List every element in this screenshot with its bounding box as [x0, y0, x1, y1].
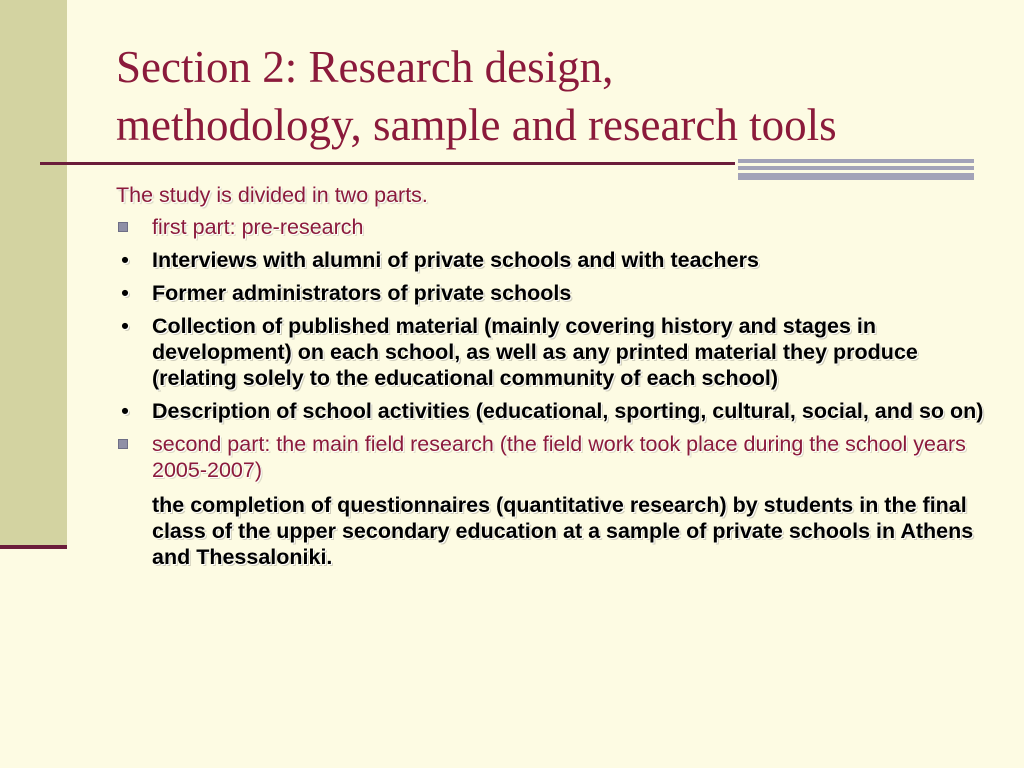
square-bullet-icon [118, 222, 128, 232]
part1-heading-text: first part: pre-research [152, 215, 364, 239]
intro-text: The study is divided in two parts. [116, 183, 428, 207]
part2-heading-item [116, 431, 996, 483]
title-underline-rule [40, 162, 735, 165]
slide-body [116, 182, 996, 570]
left-decor-band [0, 0, 67, 545]
slide-title-line-2: methodology, sample and research tools [116, 100, 837, 150]
bullet-dot-icon: • [121, 314, 129, 338]
list-item [116, 247, 996, 273]
list-item-text: Collection of published material (mainly covering history and stages in development) on each school, as well as any printed material they produce (relating solely to the educational community of each school) [152, 314, 918, 390]
slide-title [116, 38, 996, 154]
decor-bar-2 [738, 166, 974, 170]
part1-heading-item [116, 214, 996, 240]
bullet-dot-icon: • [121, 281, 129, 305]
list-item-text: Description of school activities (educational, sporting, cultural, social, and so on) [152, 399, 984, 423]
part2-heading-text: second part: the main field research (the field work took place during the school years 2005-2007) [152, 432, 966, 482]
list-item [116, 280, 996, 306]
bullet-dot-icon: • [121, 399, 129, 423]
list-item [116, 398, 996, 424]
decor-bar-1 [738, 159, 974, 163]
decor-bar-3 [738, 173, 974, 180]
bullet-dot-icon: • [121, 248, 129, 272]
square-bullet-icon [118, 439, 128, 449]
left-decor-rule [0, 545, 67, 549]
part2-detail-text: the completion of questionnaires (quantitative research) by students in the final class of the upper secondary education at a sample of private schools in Athens and Thessaloniki. [152, 493, 974, 569]
list-item [116, 313, 996, 391]
list-item-text: Former administrators of private schools [152, 281, 572, 305]
slide-title-line-1: Section 2: Research design, [116, 42, 614, 92]
list-item-text: Interviews with alumni of private schools and with teachers [152, 248, 759, 272]
